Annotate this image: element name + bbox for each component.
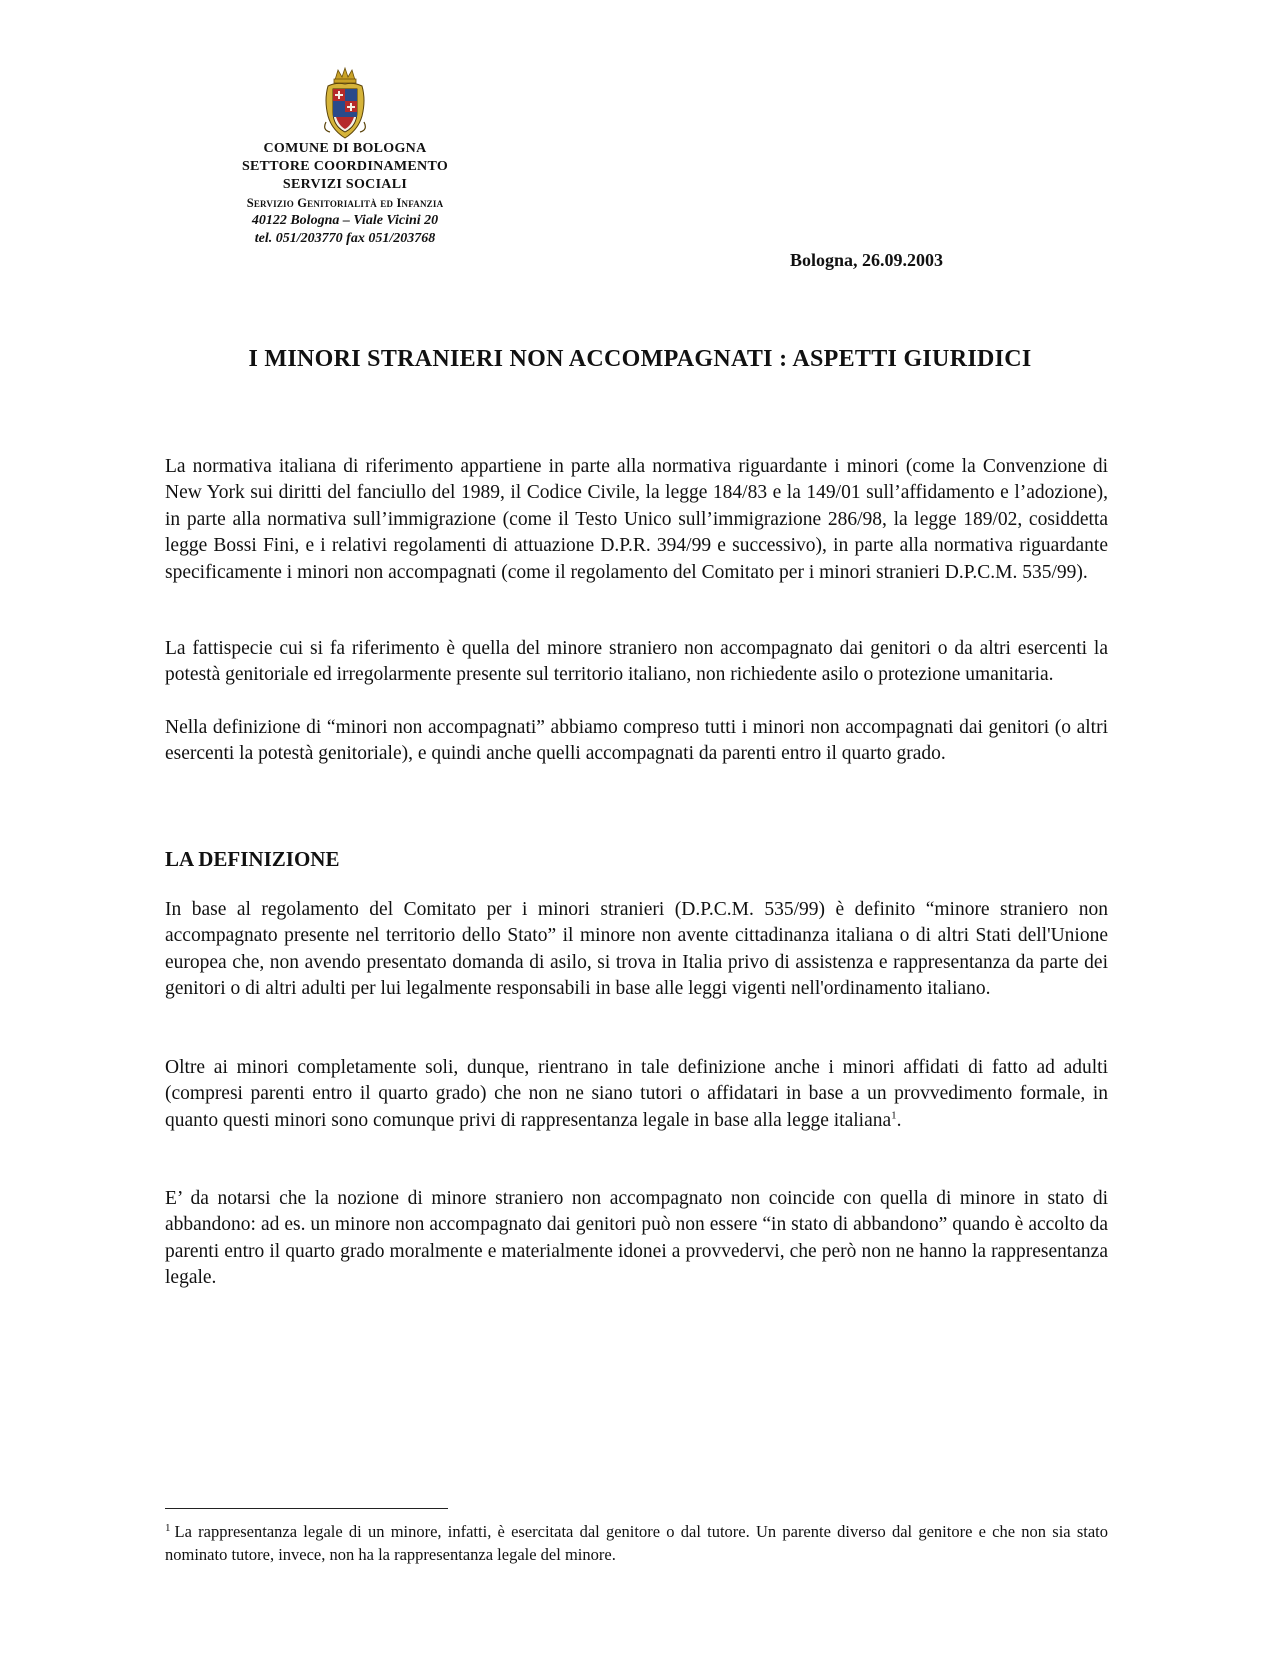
footnote-divider xyxy=(165,1508,448,1509)
letterhead-sector: SETTORE COORDINAMENTO xyxy=(241,159,449,174)
document-title: I MINORI STRANIERI NON ACCOMPAGNATI : ASPETTI GIURIDICI xyxy=(248,346,1032,372)
paragraph-abbandono: E’ da notarsi che la nozione di minore straniero non accompagnato non coincide con quella di minore in stato di abbandono: ad es. un minore non accompagnato dai genitori può non essere “in stato di abbandono” quando è accolto da parenti entro il quarto grado moralmente e materialmente idonei a provvedervi, che però non ne hanno la rappresentanza legale. xyxy=(165,1188,1108,1289)
paragraph-minori-soli xyxy=(165,1055,1108,1134)
letterhead-department: Servizio Genitorialità ed Infanzia xyxy=(246,196,444,210)
letterhead xyxy=(200,140,490,248)
footnote-reference[interactable]: 1 xyxy=(891,1109,897,1122)
paragraph-fattispecie: La fattispecie cui si fa riferimento è quella del minore straniero non accompagnato dai genitori o da altri esercenti la potestà genitoriale ed irregolarmente presente sul territorio italiano, non richiedente asilo o protezione umanitaria. xyxy=(165,638,1108,686)
letterhead-phone: tel. 051/203770 fax 051/203768 xyxy=(254,231,436,246)
letterhead-services: SERVIZI SOCIALI xyxy=(282,177,408,192)
paragraph-definizione-minori: Nella definizione di “minori non accompagnati” abbiamo compreso tutti i minori non accompagnati dai genitori (o altri esercenti la potestà genitoriale), e quindi anche quelli accompagnati da parenti entro il quarto grado. xyxy=(165,717,1108,765)
section-heading-definizione: LA DEFINIZIONE xyxy=(165,847,340,871)
paragraph-regolamento: In base al regolamento del Comitato per i minori stranieri (D.P.C.M. 535/99) è definito “minore straniero non accompagnato presente nel territorio dello Stato” il minore non avente cittadinanza italiana o di altri Stati dell'Unione europea che, non avendo presentato domanda di asilo, si trova in Italia privo di assistenza e rappresentanza da parte dei genitori o di altri adulti per lui legalmente responsabili in base alle leggi vigenti nell'ordinamento italiano. xyxy=(165,899,1108,1000)
footnote xyxy=(165,1520,1108,1566)
letterhead-address: 40122 Bologna – Viale Vicini 20 xyxy=(251,213,439,228)
footnote-text: La rappresentanza legale di un minore, infatti, è esercitata dal genitore o dal tutore. Un parente diverso dal genitore e che non sia stato nominato tutore, invece, non ha la rappresentanza legale del minore. xyxy=(165,1522,1108,1564)
paragraph-normativa: La normativa italiana di riferimento appartiene in parte alla normativa riguardante i minori (come la Convenzione di New York sui diritti del fanciullo del 1989, il Codice Civile, la legge 184/83 e la 149/01 sull’affidamento e l’adozione), in parte alla normativa sull’immigrazione (come il Testo Unico sull’immigrazione 286/98, la legge 189/02, cosiddetta legge Bossi Fini, e i relativi regolamenti di attuazione D.P.R. 394/99 e successivo), in parte alla normativa riguardante specificamente i minori non accompagnati (come il regolamento del Comitato per i minori stranieri D.P.C.M. 535/99). xyxy=(165,456,1108,583)
footnote-number: 1 xyxy=(165,1521,171,1534)
letterhead-municipality: COMUNE DI BOLOGNA xyxy=(263,141,427,156)
document-date: Bologna, 26.09.2003 xyxy=(790,250,944,270)
paragraph-minori-soli-end: . xyxy=(896,1109,902,1131)
paragraph-minori-soli-text: Oltre ai minori completamente soli, dunque, rientrano in tale definizione anche i minori affidati di fatto ad adulti (compresi parenti entro il quarto grado) che non ne siano tutori o affidatari in base a un provvedimento formale, in quanto questi minori sono comunque privi di rappresentanza legale in base alla legge italiana xyxy=(165,1057,1108,1131)
bologna-coat-of-arms-icon xyxy=(320,66,370,142)
